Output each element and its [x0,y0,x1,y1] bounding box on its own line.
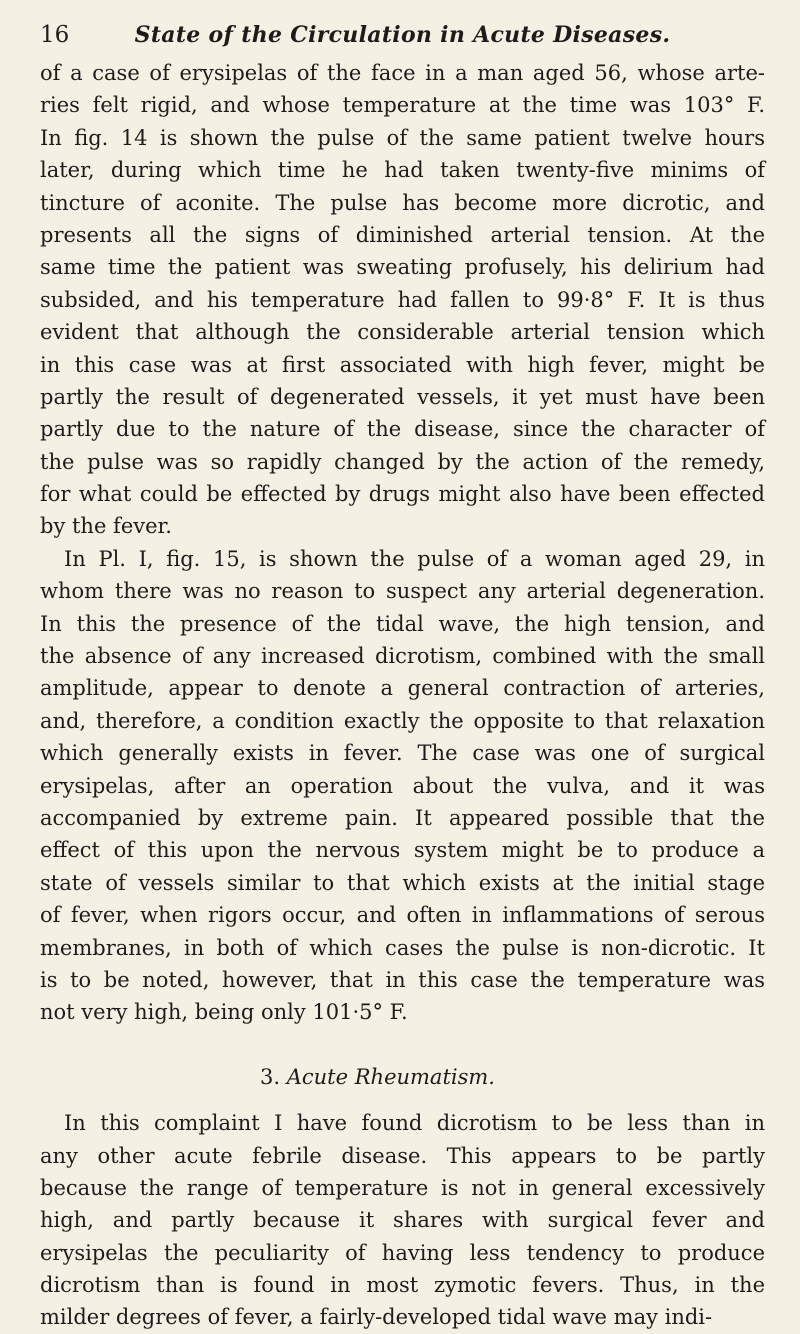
text-line: whom there was no reason to suspect any arterial degeneration. [40,579,765,604]
text-line: partly the result of degenerated vessels, it yet must have been [40,384,765,409]
text-line: evident that although the considerable arterial tension which [40,320,765,345]
text-line: amplitude, appear to denote a general contraction of arteries, [40,676,765,701]
running-header [40,22,765,56]
text-line: of a case of erysipelas of the face in a man aged 56, whose arte- [40,61,765,85]
running-title: State of the Circulation in Acute Diseases. [134,22,671,48]
text-line: for what could be effected by drugs might also have been effected [40,482,765,507]
section-number: 3. [260,1064,281,1089]
text-line: ries felt rigid, and whose temperature at the time was 103° F. [40,93,765,118]
text-line: In Pl. I, fig. 15, is shown the pulse of a woman aged 29, in [64,546,765,571]
text-line: membranes, in both of which cases the pulse is non-dicrotic. It [40,935,765,960]
page-number: 16 [40,22,70,48]
section-heading [40,1061,765,1093]
text-line: by the fever. [40,514,172,539]
paragraph-erysipelas-case [40,57,765,543]
text-line: high, and partly because it shares with surgical fever and [40,1208,765,1233]
page-body [40,57,765,1334]
text-line: later, during which time he had taken twenty-five minims of [40,158,765,183]
text-line: dicrotism than is found in most zymotic fevers. Thus, in the [40,1273,765,1298]
text-line: tincture of aconite. The pulse has become more dicrotic, and [40,190,765,215]
text-line: erysipelas the peculiarity of having less tendency to produce [40,1240,765,1265]
section-title: Acute Rheumatism. [286,1064,495,1089]
text-line: partly due to the nature of the disease, since the character of [40,417,765,442]
text-line: the pulse was so rapidly changed by the action of the remedy, [40,449,765,474]
text-line: not very high, being only 101·5° F. [40,1000,408,1025]
text-line: because the range of temperature is not in general excessively [40,1175,765,1200]
text-line: state of vessels similar to that which exists at the initial stage [40,870,765,895]
text-line: which generally exists in fever. The case was one of surgical [40,741,765,766]
text-line: presents all the signs of diminished arterial tension. At the [40,222,765,247]
text-line: In fig. 14 is shown the pulse of the same patient twelve hours [40,125,765,150]
text-line: effect of this upon the nervous system might be to produce a [40,838,765,863]
text-line: In this complaint I have found dicrotism to be less than in [64,1111,765,1136]
paragraph-woman-case [40,543,765,1029]
text-line: in this case was at first associated with high fever, might be [40,352,765,377]
text-line: same time the patient was sweating profusely, his delirium had [40,255,765,280]
text-line: and, therefore, a condition exactly the opposite to that relaxation [40,708,765,733]
text-line: the absence of any increased dicrotism, combined with the small [40,644,765,669]
text-line: In this the presence of the tidal wave, the high tension, and [40,611,765,636]
text-line: accompanied by extreme pain. It appeared possible that the [40,805,765,830]
text-line: subsided, and his temperature had fallen to 99·8° F. It is thus [40,287,765,312]
text-line: any other acute febrile disease. This appears to be partly [40,1143,765,1168]
paragraph-rheumatism [40,1107,765,1334]
text-line: is to be noted, however, that in this case the temperature was [40,967,765,992]
text-line: erysipelas, after an operation about the vulva, and it was [40,773,765,798]
text-line: milder degrees of fever, a fairly-developed tidal wave may indi- [40,1305,713,1330]
text-line: of fever, when rigors occur, and often in inflammations of serous [40,903,765,928]
